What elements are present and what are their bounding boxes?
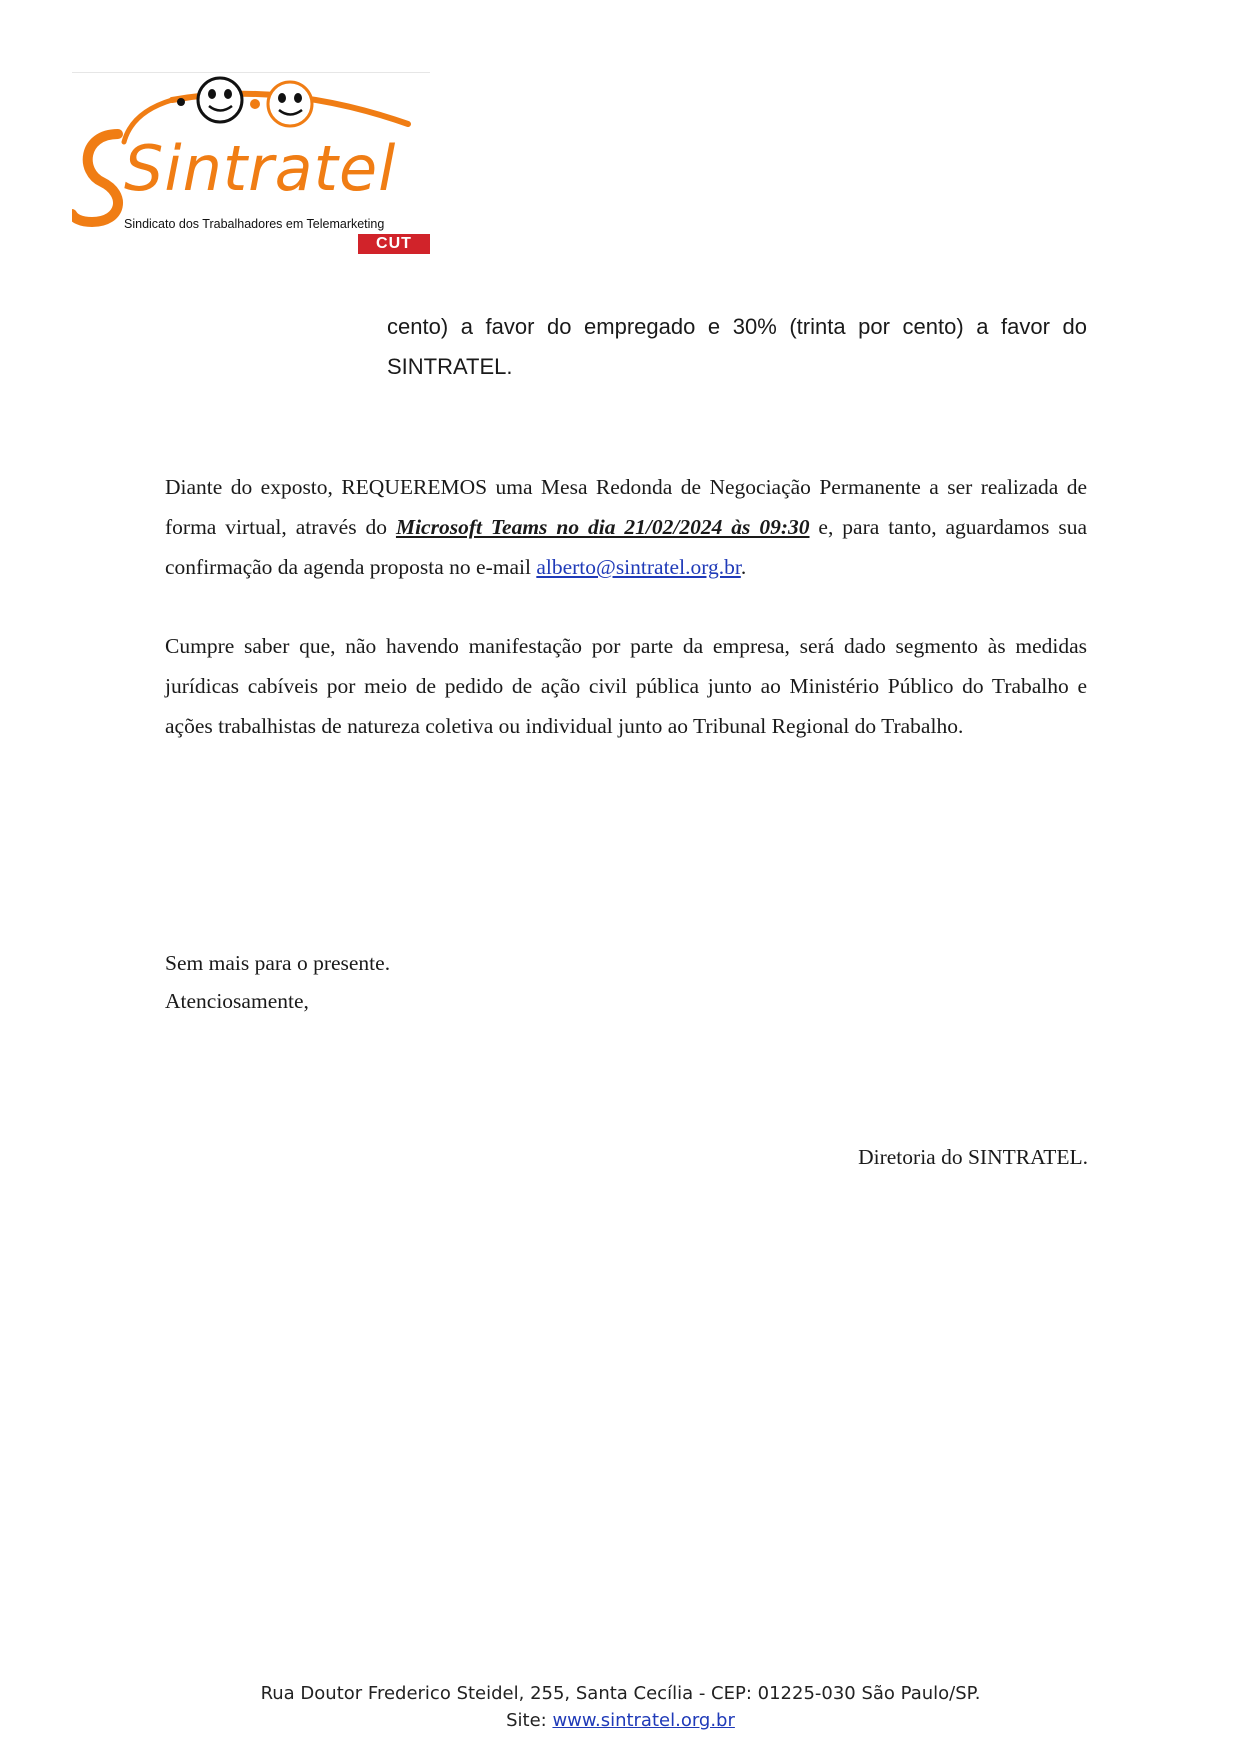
continuation-text: cento) a favor do empregado e 30% (trinta por cento) a favor do SINTRATEL. — [387, 314, 1087, 379]
request-text-start: Diante do exposto, REQUEREMOS uma Mesa Redonda de Negociação Permanente a ser realizada de forma virtual, através do — [165, 475, 1087, 539]
logo-subtitle: Sindicato dos Trabalhadores em Telemarketing — [124, 217, 385, 231]
email-link[interactable]: alberto@sintratel.org.br — [536, 555, 741, 579]
cut-badge: CUT — [358, 234, 430, 254]
closing-line: Sem mais para o presente. — [165, 951, 391, 975]
request-paragraph — [165, 467, 1087, 587]
sintratel-logo — [72, 72, 432, 257]
footer-site-label: Site: — [506, 1710, 553, 1731]
footer-address: Rua Doutor Frederico Steidel, 255, Santa Cecília - CEP: 01225-030 São Paulo/SP. — [260, 1683, 981, 1704]
warning-paragraph: Cumpre saber que, não havendo manifestação por parte da empresa, será dado segmento às medidas jurídicas cabíveis por meio de pedido de ação civil pública junto ao Ministério Público do Trabalho e ações trabalhistas de natureza coletiva ou individual junto ao Tribunal Regional do Trabalho. — [165, 634, 1087, 738]
footer — [0, 1680, 1241, 1734]
site-link[interactable]: www.sintratel.org.br — [552, 1710, 735, 1731]
closing-block — [165, 944, 390, 1020]
signature: Diretoria do SINTRATEL. — [858, 1145, 1088, 1169]
salutation: Atenciosamente, — [165, 989, 309, 1013]
request-text-middle: e, para tanto, aguardamos sua confirmação da agenda proposta no e-mail — [165, 515, 1087, 579]
logo-wordmark: Sintratel — [124, 132, 397, 205]
meeting-details: Microsoft Teams no dia 21/02/2024 às 09:30 — [395, 515, 810, 539]
footer-site — [0, 1707, 1241, 1734]
request-text-end: . — [740, 555, 747, 579]
